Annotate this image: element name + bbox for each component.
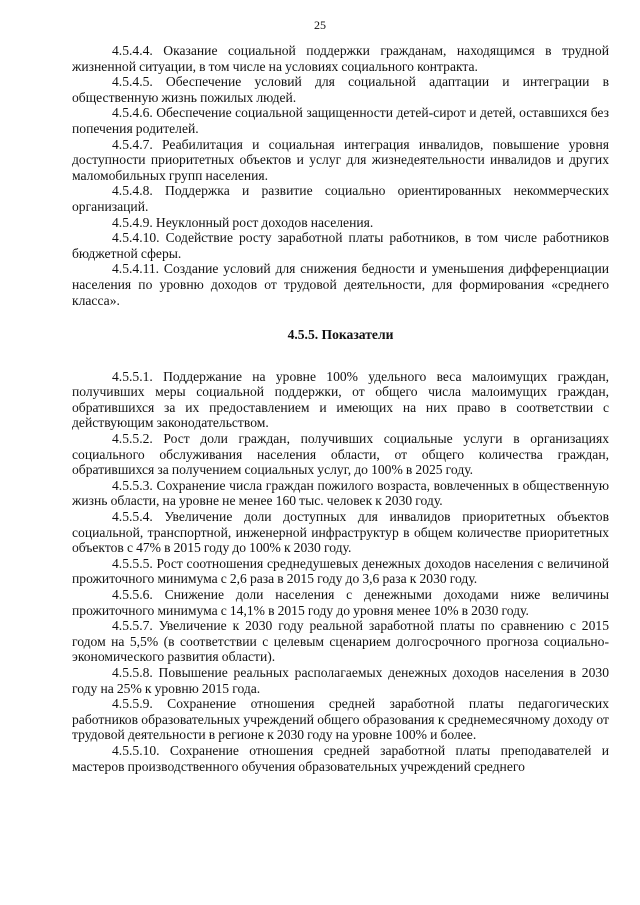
list-item-4-5-5-9: 4.5.5.9. Сохранение отношения средней заработной платы педагогических работников образовательных учреждений общего образования к среднемесячному доходу от трудовой деятельности в регионе к 2030 году на уровне 100% и более. bbox=[72, 696, 609, 743]
document-body bbox=[72, 43, 609, 774]
list-item-4-5-4-6: 4.5.4.6. Обеспечение социальной защищенности детей-сирот и детей, оставшихся без попечения родителей. bbox=[72, 105, 609, 136]
list-item-4-5-4-10: 4.5.4.10. Содействие росту заработной платы работников, в том числе работников бюджетной сферы. bbox=[72, 230, 609, 261]
list-item-4-5-5-10: 4.5.5.10. Сохранение отношения средней заработной платы преподавателей и мастеров производственного обучения образовательных учреждений среднего bbox=[72, 742, 609, 774]
list-item-4-5-5-4: 4.5.5.4. Увеличение доли доступных для инвалидов приоритетных объектов социальной, транспортной, инженерной инфраструктур в общем количестве приоритетных объектов с 47% в 2015 году до 100% к 2030 году. bbox=[72, 509, 609, 556]
list-item-4-5-4-8: 4.5.4.8. Поддержка и развитие социально ориентированных некоммерческих организаций. bbox=[72, 183, 609, 214]
list-item-4-5-4-4: 4.5.4.4. Оказание социальной поддержки гражданам, находящимся в трудной жизненной ситуации, в том числе на условиях социального контракта. bbox=[72, 43, 609, 74]
list-item-4-5-5-5: 4.5.5.5. Рост соотношения среднедушевых денежных доходов населения с величиной прожиточного минимума с 2,6 раза в 2015 году до 3,6 раза к 2030 году. bbox=[72, 555, 609, 587]
list-item-4-5-4-11: 4.5.4.11. Создание условий для снижения бедности и уменьшения дифференциации населения по уровню доходов от трудовой деятельности, для формирования «среднего класса». bbox=[72, 261, 609, 308]
list-item-4-5-5-3: 4.5.5.3. Сохранение числа граждан пожилого возраста, вовлеченных в общественную жизнь области, на уровне не менее 160 тыс. человек к 2030 году. bbox=[72, 477, 609, 509]
section-heading: 4.5.5. Показатели bbox=[287, 327, 394, 343]
list-item-4-5-5-1: 4.5.5.1. Поддержание на уровне 100% удельного веса малоимущих граждан, получивших меры социальной поддержки, от общего числа малоимущих граждан, обратившихся за их предоставлением и имеющих на них право в соответствии с действующим законодательством. bbox=[72, 368, 609, 431]
list-item-4-5-4-7: 4.5.4.7. Реабилитация и социальная интеграция инвалидов, повышение уровня доступности приоритетных объектов и услуг для жизнедеятельности инвалидов и других маломобильных групп населения. bbox=[72, 136, 609, 183]
list-item-4-5-5-2: 4.5.5.2. Рост доли граждан, получивших социальные услуги в организациях социального обслуживания населения области, от общего количества граждан, обратившихся за получением социальных услуг, до 100% в 2025 году. bbox=[72, 431, 609, 478]
list-item-4-5-4-5: 4.5.4.5. Обеспечение условий для социальной адаптации и интеграции в общественную жизнь пожилых людей. bbox=[72, 74, 609, 105]
list-item-4-5-5-6: 4.5.5.6. Снижение доли населения с денежными доходами ниже величины прожиточного минимума с 14,1% в 2015 году до уровня менее 10% в 2030 году. bbox=[72, 587, 609, 618]
list-item-4-5-4-9: 4.5.4.9. Неуклонный рост доходов населения. bbox=[112, 214, 374, 230]
page-number: 25 bbox=[314, 18, 326, 32]
list-item-4-5-5-8: 4.5.5.8. Повышение реальных располагаемых денежных доходов населения в 2030 году на 25% к уровню 2015 года. bbox=[72, 664, 609, 696]
list-item-4-5-5-7: 4.5.5.7. Увеличение к 2030 году реальной заработной платы по сравнению с 2015 годом на 5,5% (в соответствии с целевым сценарием долгосрочного прогноза социально-экономического развития области). bbox=[72, 618, 609, 665]
